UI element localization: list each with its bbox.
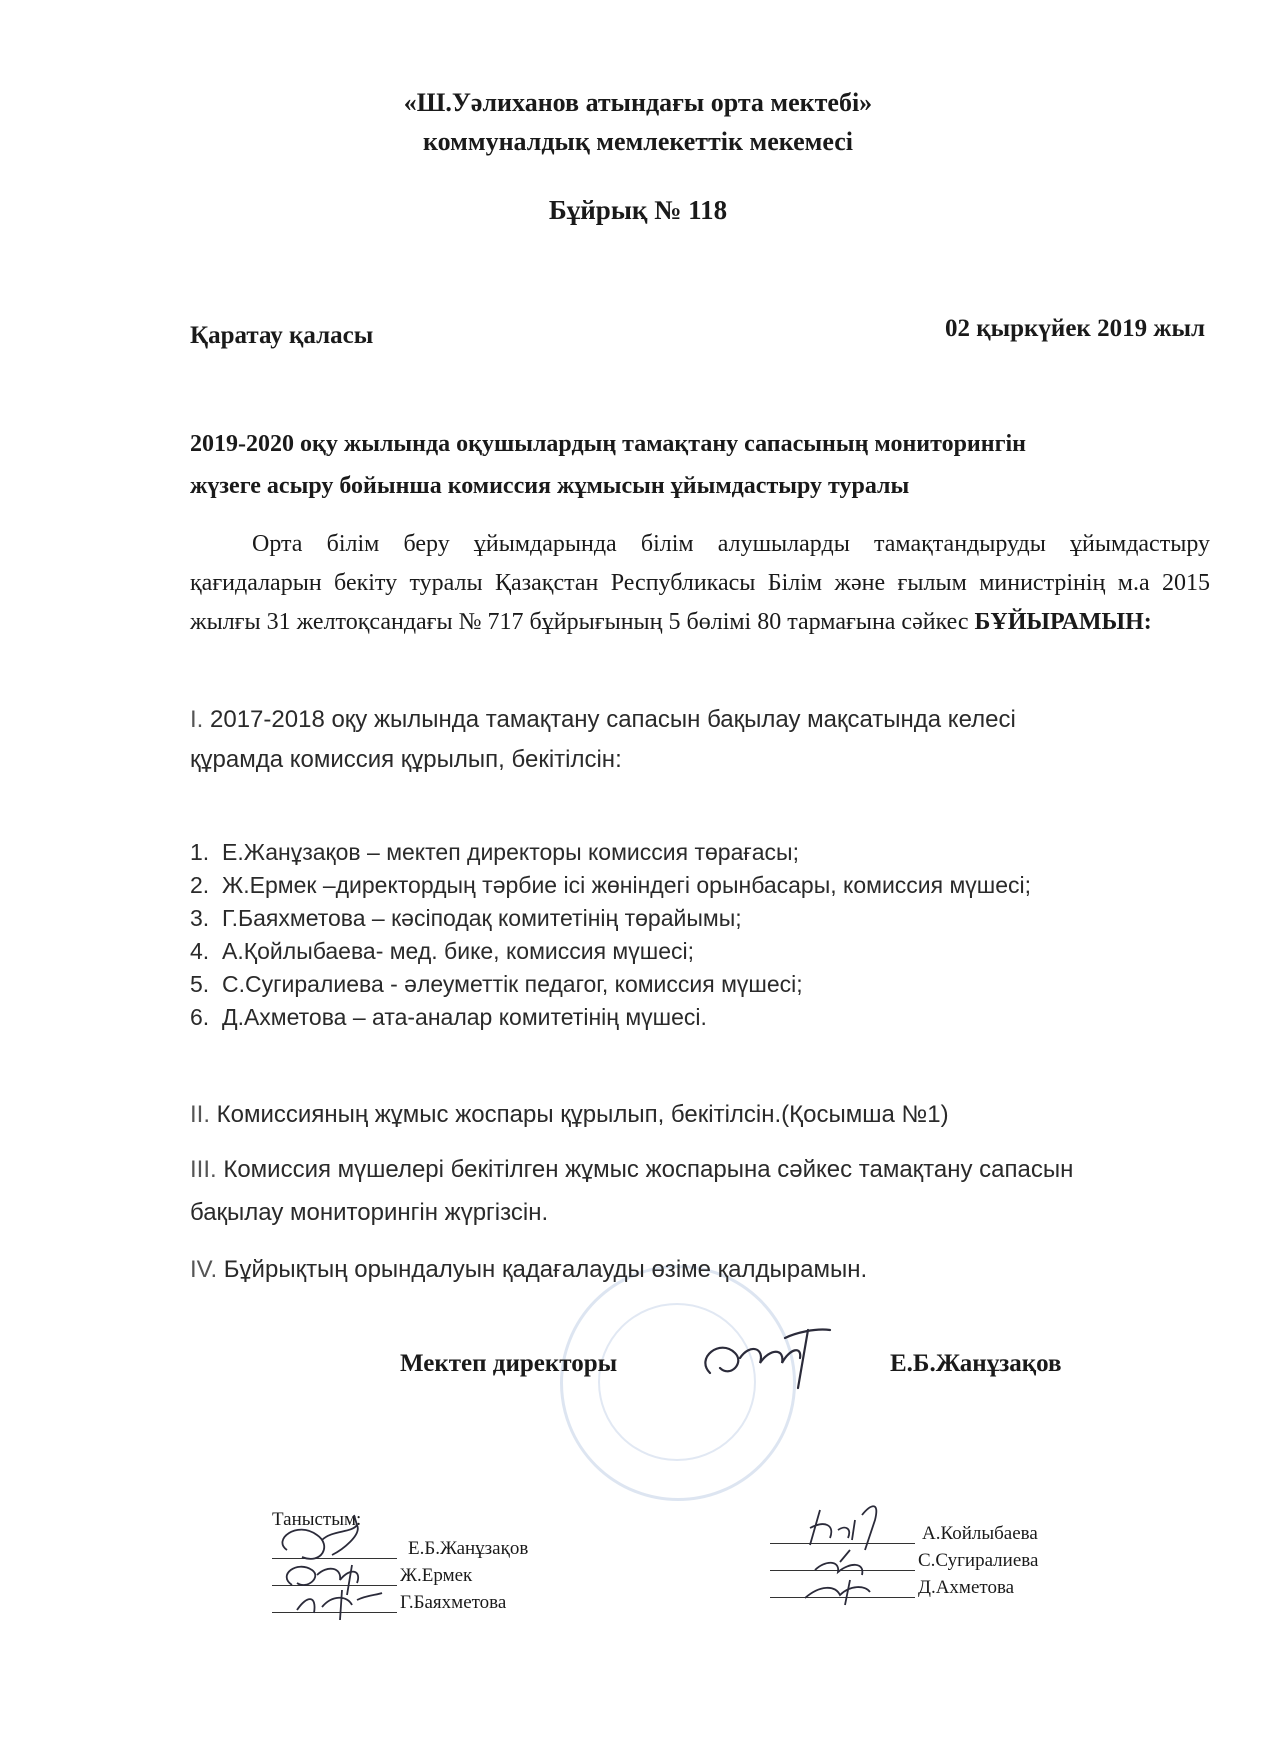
list-item: 1. Е.Жанұзақов – мектеп директоры комиссия төрағасы; bbox=[190, 839, 799, 865]
preamble bbox=[190, 525, 1210, 642]
order-word: БҰЙЫРАМЫН: bbox=[974, 609, 1152, 635]
director-position: Мектеп директоры bbox=[400, 1350, 618, 1377]
signatures-right bbox=[780, 1490, 920, 1610]
list-item: 3. Г.Баяхметова – кәсіподақ комитетінің төрайымы; bbox=[190, 905, 742, 931]
section-2-numeral: II. bbox=[190, 1101, 211, 1128]
list-item: 2. Ж.Ермек –директордың тәрбие ісі жөніндегі орынбасары, комиссия мүшесі; bbox=[190, 872, 1032, 898]
order-title-line-1: 2019-2020 оқу жылында оқушылардың тамақтану сапасының мониторингін bbox=[190, 431, 1026, 457]
ack-name-left-3: Г.Баяхметова bbox=[400, 1592, 507, 1613]
section-4-numeral: IV. bbox=[190, 1256, 218, 1283]
signatures-left bbox=[262, 1495, 412, 1625]
order-date: 02 қыркүйек 2019 жыл bbox=[944, 315, 1205, 342]
section-3-line-2: бақылау мониторингін жүргізсін. bbox=[190, 1199, 549, 1226]
ack-name-right-3: Д.Ахметова bbox=[918, 1577, 1015, 1598]
section-3-numeral: III. bbox=[190, 1156, 217, 1183]
director-signature bbox=[690, 1318, 840, 1398]
section-3-line-1: III. Комиссия мүшелері бекітілген жұмыс жоспарына сәйкес тамақтану сапасын bbox=[190, 1156, 1074, 1183]
list-item: 6. Д.Ахметова – ата-аналар комитетінің мүшесі. bbox=[190, 1004, 707, 1030]
list-item: 5. С.Сугиралиева - әлеуметтік педагог, комиссия мүшесі; bbox=[190, 971, 803, 997]
order-number: Бұйрық № 118 bbox=[548, 195, 728, 225]
preamble-text: Орта білім беру ұйымдарында білім алушыларды тамақтандыруды ұйымдастыру қағидаларын бекіту туралы Қазақстан Республикасы Білім және ғылым министрінің м.а 2015 жылғы 31 желтоқсандағы № 717 бұйрығының 5 бөлімі 80 тармағына сәйкес bbox=[190, 531, 1210, 635]
institution-type: коммуналдық мемлекеттік мекемесі bbox=[423, 127, 853, 156]
section-1-line-2: құрамда комиссия құрылып, бекітілсін: bbox=[190, 746, 622, 773]
ack-name-left-1: Е.Б.Жанұзақов bbox=[408, 1538, 529, 1559]
ack-name-left-2: Ж.Ермек bbox=[400, 1565, 473, 1586]
list-item: 4. А.Қойлыбаева- мед. бике, комиссия мүшесі; bbox=[190, 938, 694, 964]
section-2: II. Комиссияның жұмыс жоспары құрылып, бекітілсін.(Қосымша №1) bbox=[190, 1101, 949, 1128]
ack-name-right-2: С.Сугиралиева bbox=[918, 1550, 1039, 1571]
order-title-line-2: жүзеге асыру бойынша комиссия жұмысын ұйымдастыру туралы bbox=[190, 473, 910, 499]
school-name: «Ш.Уәлиханов атындағы орта мектебі» bbox=[403, 88, 873, 117]
section-1-line-1 bbox=[190, 700, 1220, 740]
ack-name-right-1: А.Койлыбаева bbox=[922, 1523, 1038, 1544]
section-1-numeral: I. bbox=[190, 706, 204, 733]
commission-list bbox=[190, 836, 1220, 1034]
city: Қаратау қаласы bbox=[190, 322, 374, 349]
section-4: IV. Бұйрықтың орындалуын қадағалауды өзіме қалдырамын. bbox=[190, 1256, 868, 1283]
acknowledged-label: Таныстым: bbox=[272, 1509, 362, 1530]
section-1-text: 2017-2018 оқу жылында тамақтану сапасын бақылау мақсатында келесі bbox=[203, 706, 1016, 733]
director-name: Е.Б.Жанұзақов bbox=[890, 1350, 1062, 1377]
